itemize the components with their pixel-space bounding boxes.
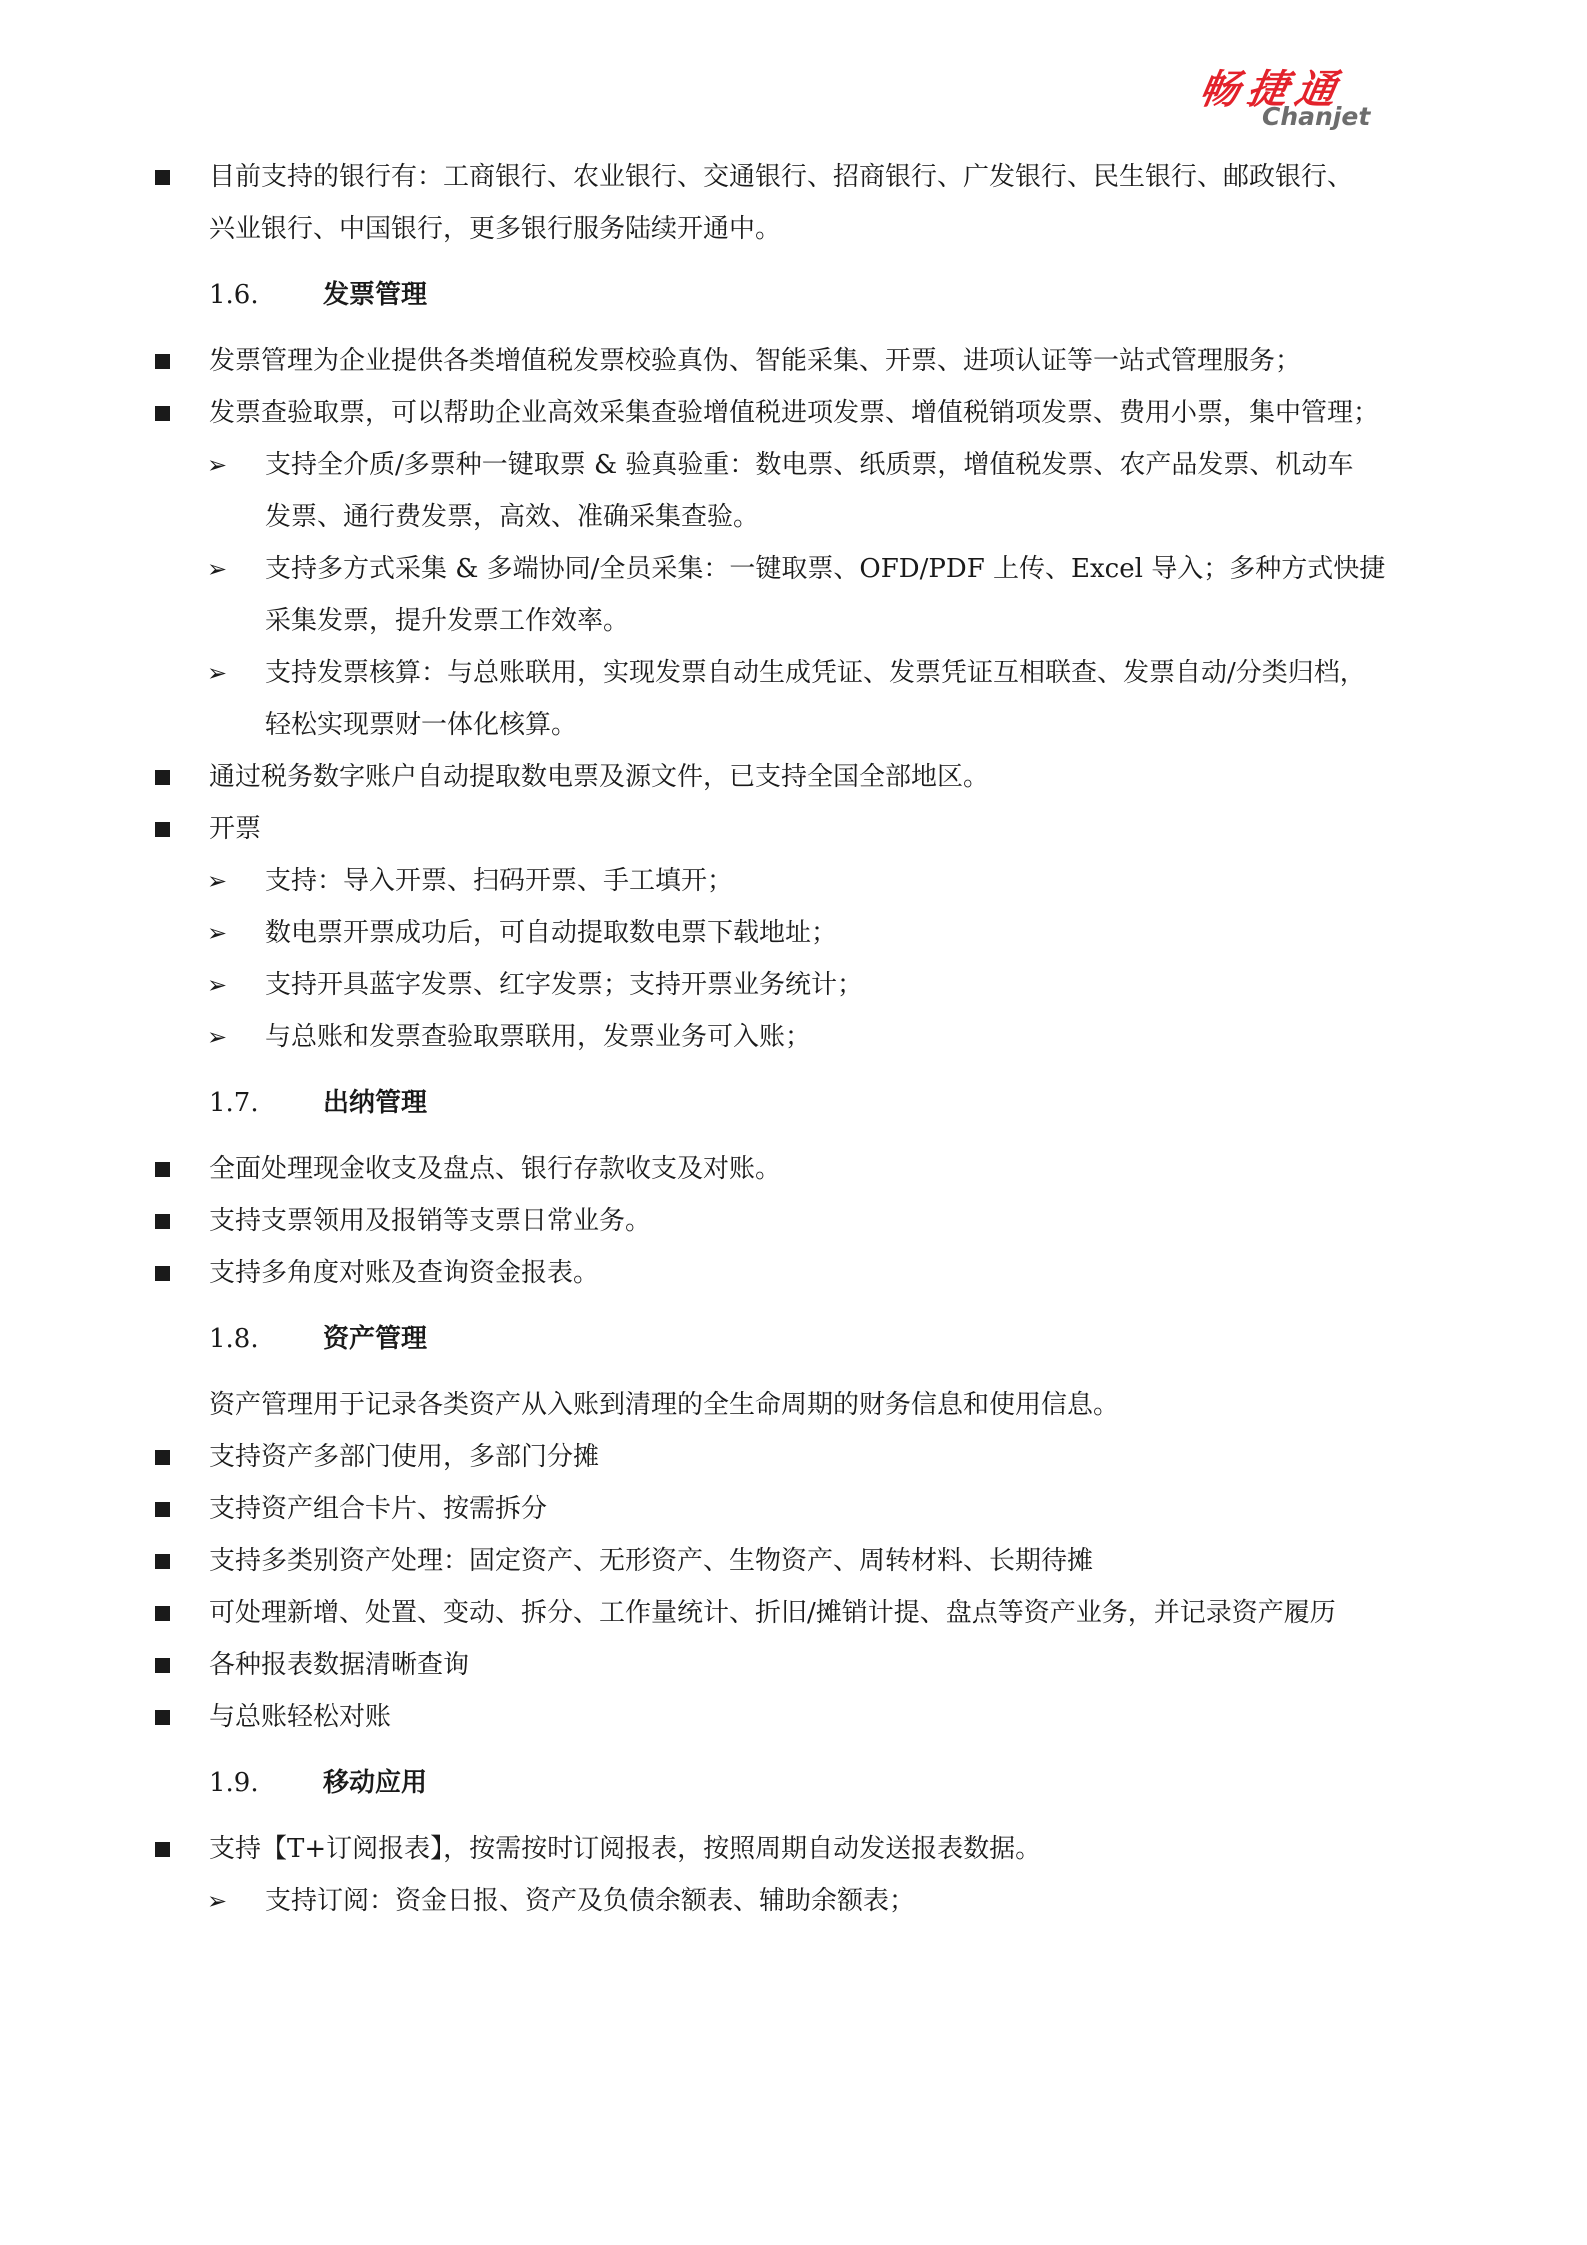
- square-bullet-icon: [155, 354, 170, 369]
- item-text: 采集发票，提升发票工作效率。: [265, 606, 630, 636]
- sub-bullet-item: [0, 1011, 1587, 1063]
- item-text: 支持开具蓝字发票、红字发票；支持开票业务统计；: [265, 970, 864, 1000]
- item-text: 支持资产多部门使用，多部门分摊: [209, 1442, 600, 1472]
- item-text: 可处理新增、处置、变动、拆分、工作量统计、折旧/摊销计提、盘点等资产业务，并记录资产履历: [209, 1598, 1336, 1628]
- paragraph-line: [0, 699, 1587, 751]
- bullet-item: [0, 151, 1587, 203]
- item-text: 资产管理用于记录各类资产从入账到清理的全生命周期的财务信息和使用信息。: [209, 1390, 1120, 1420]
- section-heading: [0, 1757, 1587, 1809]
- square-bullet-icon: [155, 822, 170, 837]
- item-text: 通过税务数字账户自动提取数电票及源文件，已支持全国全部地区。: [209, 762, 990, 792]
- square-bullet-icon: [155, 1266, 170, 1281]
- item-text: 发票、通行费发票，高效、准确采集查验。: [265, 502, 760, 532]
- sub-bullet-item: [0, 543, 1587, 595]
- item-text: 支持多方式采集 & 多端协同/全员采集：一键取票、OFD/PDF 上传、Excel 导入；多种方式快捷: [265, 554, 1386, 584]
- section-title: 资产管理: [323, 1324, 428, 1354]
- square-bullet-icon: [155, 1450, 170, 1465]
- item-text: 目前支持的银行有：工商银行、农业银行、交通银行、招商银行、广发银行、民生银行、邮政银行、: [209, 162, 1354, 192]
- section-number: 1.8.: [209, 1324, 259, 1354]
- square-bullet-icon: [155, 406, 170, 421]
- sub-bullet-item: [0, 439, 1587, 491]
- square-bullet-icon: [155, 770, 170, 785]
- bullet-item: [0, 1639, 1587, 1691]
- arrow-bullet-icon: ➢: [207, 555, 228, 583]
- section-title: 出纳管理: [323, 1088, 428, 1118]
- arrow-bullet-icon: ➢: [207, 1887, 228, 1915]
- sub-bullet-item: [0, 959, 1587, 1011]
- square-bullet-icon: [155, 1710, 170, 1725]
- logo-chinese-text: 畅捷通: [1195, 67, 1348, 113]
- bullet-item: [0, 1431, 1587, 1483]
- section-number: 1.6.: [209, 280, 259, 310]
- section-number: 1.9.: [209, 1768, 259, 1798]
- bullet-item: [0, 1247, 1587, 1299]
- sub-bullet-item: [0, 647, 1587, 699]
- item-text: 支持资产组合卡片、按需拆分: [209, 1494, 548, 1524]
- arrow-bullet-icon: ➢: [207, 451, 228, 479]
- sub-bullet-item: [0, 907, 1587, 959]
- section-title: 移动应用: [323, 1768, 428, 1798]
- item-text: 支持：导入开票、扫码开票、手工填开；: [265, 866, 734, 896]
- bullet-item: [0, 803, 1587, 855]
- sub-bullet-item: [0, 855, 1587, 907]
- chanjet-logo: [1190, 58, 1405, 138]
- item-text: 兴业银行、中国银行，更多银行服务陆续开通中。: [209, 214, 782, 244]
- item-text: 轻松实现票财一体化核算。: [265, 710, 578, 740]
- square-bullet-icon: [155, 1162, 170, 1177]
- bullet-item: [0, 335, 1587, 387]
- item-text: 数电票开票成功后，可自动提取数电票下载地址；: [265, 918, 838, 948]
- square-bullet-icon: [155, 1606, 170, 1621]
- bullet-item: [0, 751, 1587, 803]
- section-title: 发票管理: [323, 280, 428, 310]
- arrow-bullet-icon: ➢: [207, 867, 228, 895]
- paragraph-line: [0, 203, 1587, 255]
- square-bullet-icon: [155, 1658, 170, 1673]
- item-text: 支持【T+订阅报表】，按需按时订阅报表，按照周期自动发送报表数据。: [209, 1834, 1042, 1864]
- paragraph-line: [0, 1379, 1587, 1431]
- paragraph-line: [0, 595, 1587, 647]
- bullet-item: [0, 1823, 1587, 1875]
- arrow-bullet-icon: ➢: [207, 659, 228, 687]
- item-text: 支持全介质/多票种一键取票 & 验真验重：数电票、纸质票，增值税发票、农产品发票、机动车: [265, 450, 1354, 480]
- item-text: 各种报表数据清晰查询: [209, 1650, 470, 1680]
- arrow-bullet-icon: ➢: [207, 971, 228, 999]
- section-number: 1.7.: [209, 1088, 259, 1118]
- bullet-item: [0, 1143, 1587, 1195]
- bullet-item: [0, 1535, 1587, 1587]
- square-bullet-icon: [155, 170, 170, 185]
- item-text: 全面处理现金收支及盘点、银行存款收支及对账。: [209, 1154, 782, 1184]
- bullet-item: [0, 1587, 1587, 1639]
- square-bullet-icon: [155, 1554, 170, 1569]
- item-text: 支持多类别资产处理：固定资产、无形资产、生物资产、周转材料、长期待摊: [209, 1546, 1094, 1576]
- sub-bullet-item: [0, 1875, 1587, 1927]
- document-body: [0, 151, 1587, 1927]
- arrow-bullet-icon: ➢: [207, 1023, 228, 1051]
- square-bullet-icon: [155, 1842, 170, 1857]
- square-bullet-icon: [155, 1502, 170, 1517]
- bullet-item: [0, 387, 1587, 439]
- paragraph-line: [0, 491, 1587, 543]
- square-bullet-icon: [155, 1214, 170, 1229]
- arrow-bullet-icon: ➢: [207, 919, 228, 947]
- item-text: 发票查验取票，可以帮助企业高效采集查验增值税进项发票、增值税销项发票、费用小票，集中管理；: [209, 398, 1380, 428]
- item-text: 与总账轻松对账: [209, 1702, 392, 1732]
- bullet-item: [0, 1195, 1587, 1247]
- logo-english-text: Chanjet: [1262, 102, 1371, 131]
- bullet-item: [0, 1691, 1587, 1743]
- item-text: 支持多角度对账及查询资金报表。: [209, 1258, 600, 1288]
- item-text: 开票: [209, 814, 262, 844]
- item-text: 发票管理为企业提供各类增值税发票校验真伪、智能采集、开票、进项认证等一站式管理服务；: [209, 346, 1302, 376]
- bullet-item: [0, 1483, 1587, 1535]
- item-text: 与总账和发票查验取票联用，发票业务可入账；: [265, 1022, 812, 1052]
- item-text: 支持订阅：资金日报、资产及负债余额表、辅助余额表；: [265, 1886, 916, 1916]
- section-heading: [0, 1077, 1587, 1129]
- section-heading: [0, 269, 1587, 321]
- section-heading: [0, 1313, 1587, 1365]
- item-text: 支持发票核算：与总账联用，实现发票自动生成凭证、发票凭证互相联查、发票自动/分类归档，: [265, 658, 1366, 688]
- item-text: 支持支票领用及报销等支票日常业务。: [209, 1206, 652, 1236]
